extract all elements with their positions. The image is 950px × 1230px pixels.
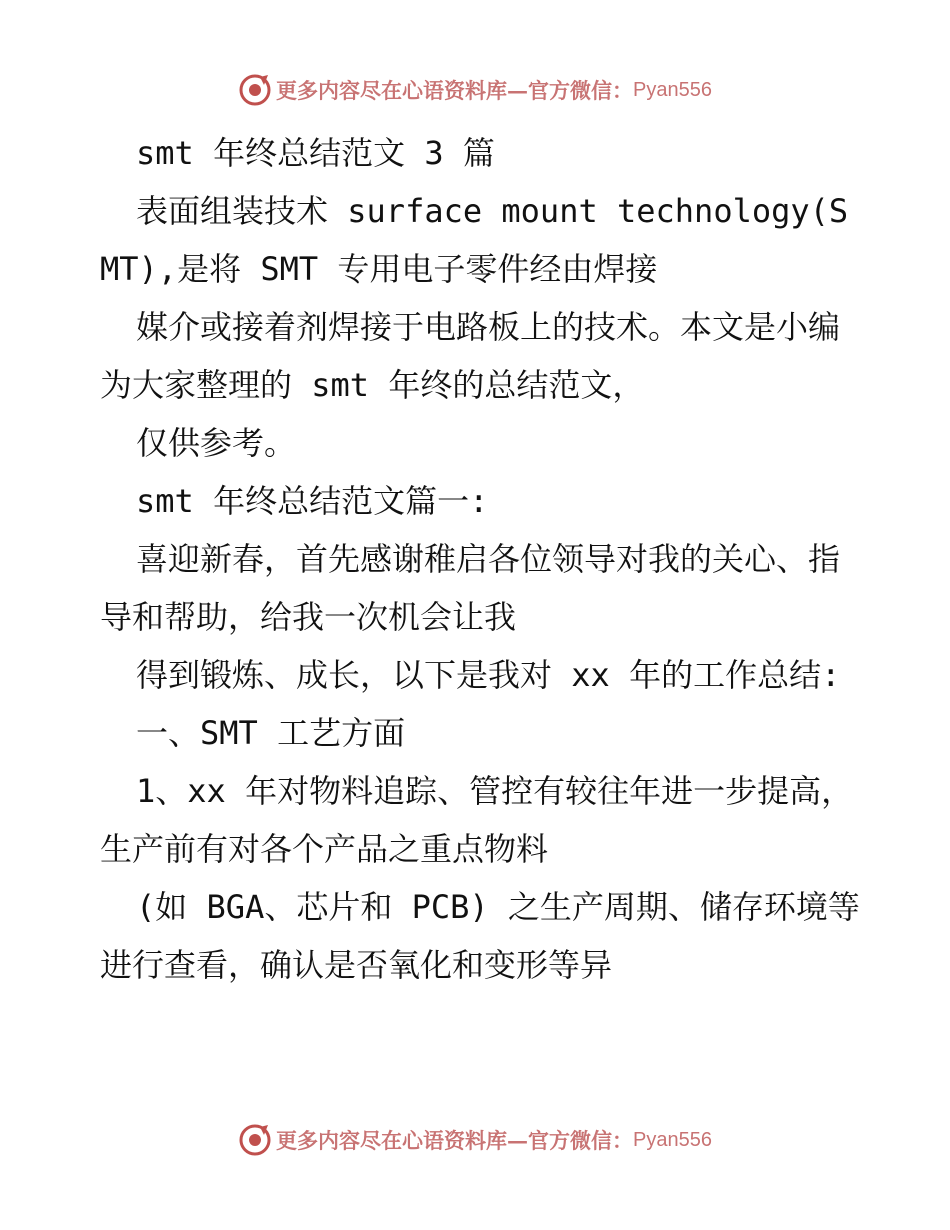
header-watermark-id: Pyan556	[633, 78, 712, 101]
document-body	[100, 124, 860, 994]
paragraph: (如 BGA、芯片和 PCB) 之生产周期、储存环境等进行查看，确认是否氧化和变形等异	[100, 888, 860, 984]
footer-watermark-text: 更多内容尽在心语资料库—官方微信：	[276, 1128, 634, 1153]
header-watermark-text: 更多内容尽在心语资料库—官方微信：	[276, 78, 634, 103]
paragraph: 仅供参考。	[136, 424, 297, 462]
paragraph: 媒介或接着剂焊接于电路板上的技术。本文是小编为大家整理的 smt 年终的总结范文，	[100, 308, 841, 404]
document-title: smt 年终总结范文 3 篇	[136, 134, 495, 172]
paragraph: 喜迎新春，首先感谢稚启各位领导对我的关心、指导和帮助，给我一次机会让我	[100, 540, 841, 636]
header-watermark	[0, 70, 950, 110]
section-heading: 一、SMT 工艺方面	[136, 714, 406, 752]
paragraph: 得到锻炼、成长，以下是我对 xx 年的工作总结:	[136, 656, 841, 694]
section-heading: smt 年终总结范文篇一:	[136, 482, 489, 520]
paragraph: 1、xx 年对物料追踪、管控有较往年进一步提高，生产前有对各个产品之重点物料	[100, 772, 854, 868]
footer-watermark-id: Pyan556	[633, 1128, 712, 1151]
footer-watermark	[0, 1120, 950, 1160]
logo-icon	[238, 1123, 272, 1157]
logo-icon	[238, 73, 272, 107]
paragraph: 表面组装技术 surface mount technology(SMT),是将 SMT 专用电子零件经由焊接	[100, 192, 849, 288]
